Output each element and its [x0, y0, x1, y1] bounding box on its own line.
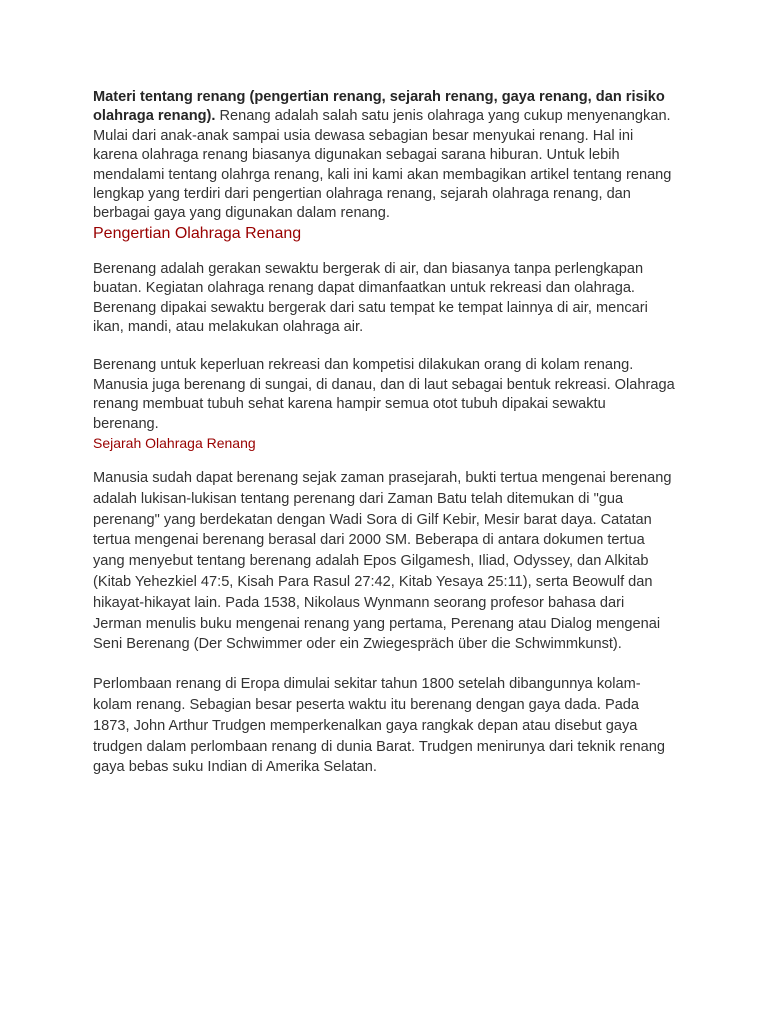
intro-text: Renang adalah salah satu jenis olahraga yang cukup menyenangkan. Mulai dari anak-anak sampai usia dewasa sebagian besar menyukai renang. Hal ini karena olahraga renang biasanya digunakan sebagai sarana hiburan. Untuk lebih mendalami tentang olahrga renang, kali ini kami akan membagikan artikel tentang renang lengkap yang terdiri dari pengertian olahraga renang, sejarah olahraga renang, dan berbagai gaya yang digunakan dalam renang. [93, 108, 672, 222]
document-page [93, 88, 675, 778]
paragraph-pengertian-1: Berenang adalah gerakan sewaktu bergerak di air, dan biasanya tanpa perlengkapan buatan. Kegiatan olahraga renang dapat dimanfaatkan untuk rekreasi dan olahraga. Berenang dipakai sewaktu bergerak dari satu tempat ke tempat lainnya di air, mencari ikan, mandi, atau melakukan olahraga air. [93, 260, 648, 336]
intro-lead-bold: Materi tentang renang (pengertian renang, sejarah renang, gaya renang, dan risiko olahraga renang). [93, 89, 665, 125]
paragraph-sejarah-2: Perlombaan renang di Eropa dimulai sekitar tahun 1800 setelah dibangunnya kolam-kolam renang. Sebagian besar peserta waktu itu berenang dengan gaya dada. Pada 1873, John Arthur Trudgen memperkenalkan gaya rangkak depan atau disebut gaya trudgen dalam perlombaan renang di dunia Barat. Trudgen menirunya dari teknik renang gaya bebas suku Indian di Amerika Selatan. [93, 676, 665, 776]
paragraph-pengertian-2: Berenang untuk keperluan rekreasi dan kompetisi dilakukan orang di kolam renang. Manusia juga berenang di sungai, di danau, dan di laut sebagai bentuk rekreasi. Olahraga renang membuat tubuh sehat karena hampir semua otot tubuh dipakai sewaktu berenang. [93, 357, 675, 432]
heading-pengertian: Pengertian Olahraga Renang [93, 224, 302, 242]
paragraph-sejarah-1: Manusia sudah dapat berenang sejak zaman prasejarah, bukti tertua mengenai berenang adalah lukisan-lukisan tentang perenang dari Zaman Batu telah ditemukan di "gua perenang" yang berdekatan dengan Wadi Sora di Gilf Kebir, Mesir barat daya. Catatan tertua mengenai berenang berasal dari 2000 SM. Beberapa di antara dokumen tertua yang menyebut tentang berenang adalah Epos Gilgamesh, Iliad, Odyssey, dan Alkitab (Kitab Yehezkiel 47:5, Kisah Para Rasul 27:42, Kitab Yesaya 25:11), serta Beowulf dan hikayat-hikayat lain. Pada 1538, Nikolaus Wynmann seorang profesor bahasa dari Jerman menulis buku mengenai renang yang pertama, Perenang atau Dialog mengenai Seni Berenang (Der Schwimmer oder ein Zwiegespräch über die Schwimmkunst). [93, 470, 672, 653]
intro-paragraph [93, 88, 675, 224]
heading-sejarah: Sejarah Olahraga Renang [93, 435, 256, 452]
